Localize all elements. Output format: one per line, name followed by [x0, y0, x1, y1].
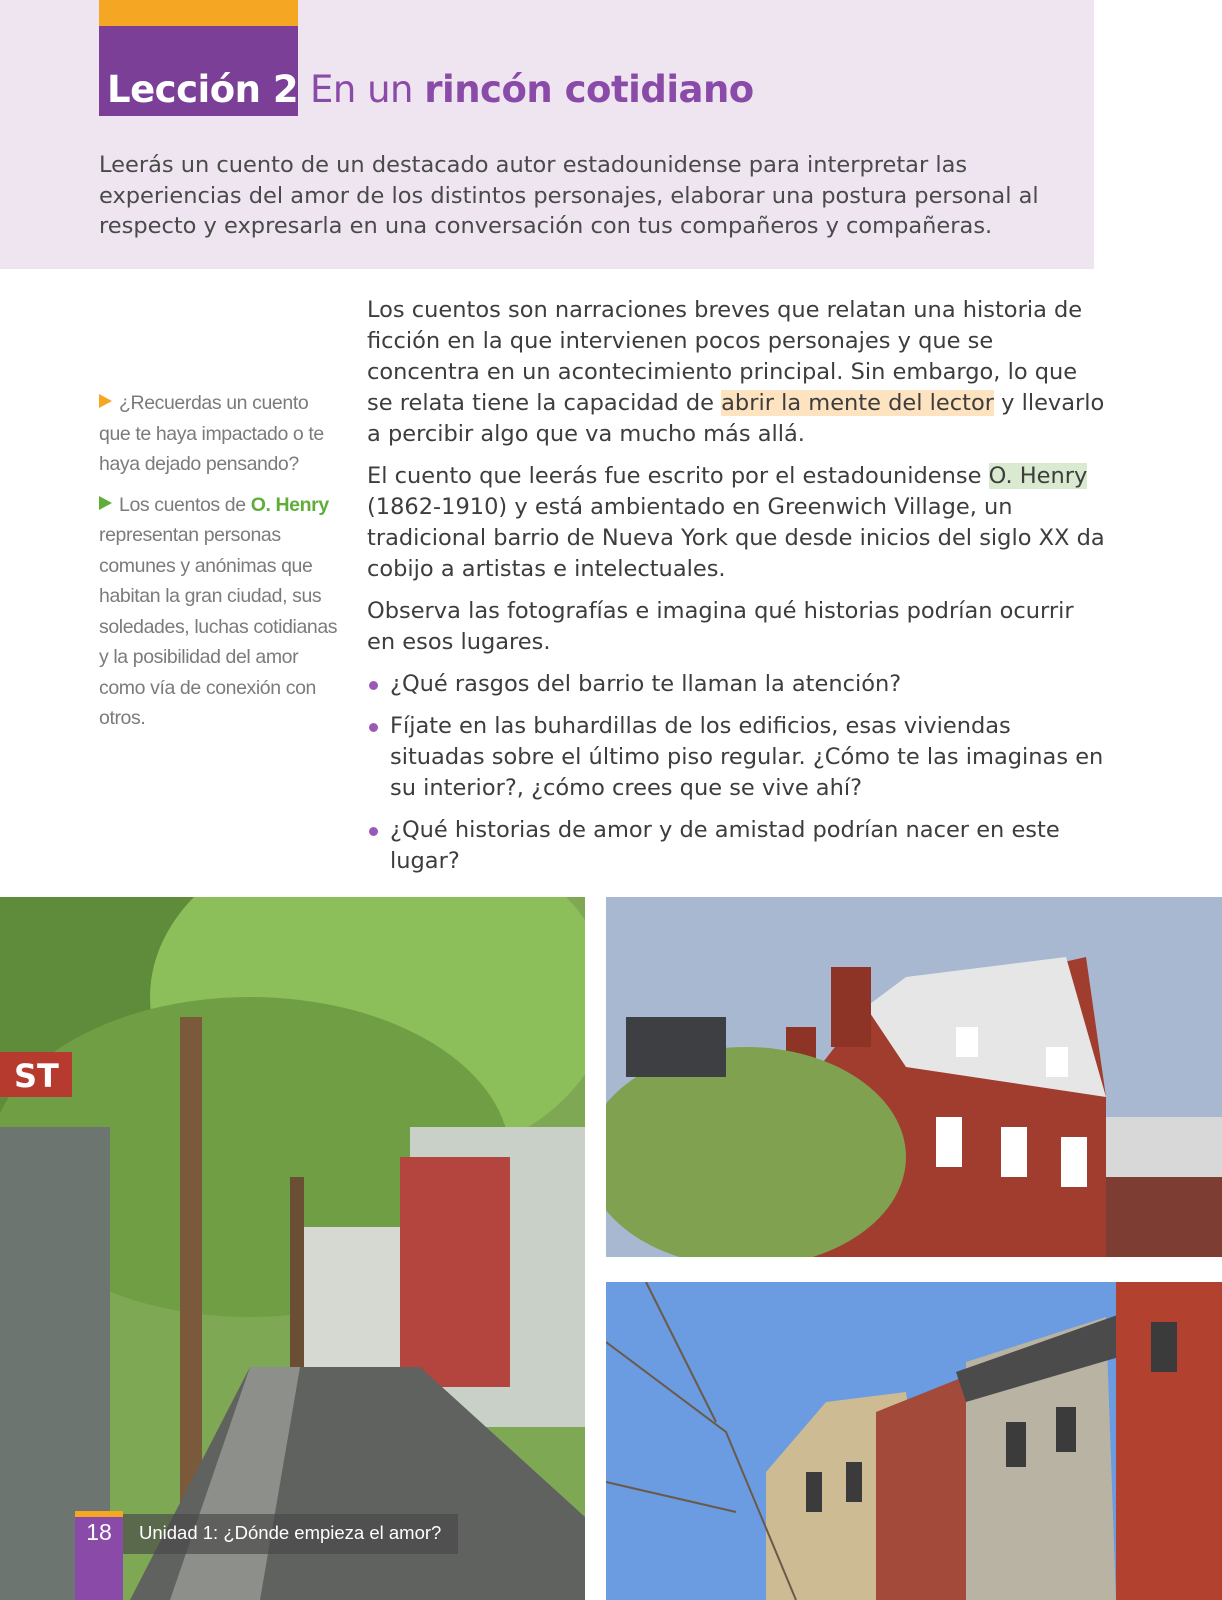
- street-sign-text: ST: [14, 1057, 59, 1095]
- paragraph-1-after: y llevarlo a percibir algo que va mucho más allá.: [367, 390, 1105, 447]
- highlight-o-henry: O. Henry: [988, 463, 1088, 489]
- bullet-dot-icon: [369, 827, 378, 836]
- page-number-accent: [75, 1511, 123, 1517]
- street-photo: [0, 897, 585, 1600]
- question-list: [367, 669, 1107, 877]
- bullet-dot-icon: [369, 723, 378, 732]
- sidebar-question: [99, 388, 339, 480]
- bullet-dot-icon: [369, 681, 378, 690]
- street-photo-art: [0, 897, 585, 1600]
- paragraph-2-after: (1862-1910) y está ambientado en Greenwich Village, un tradicional barrio de Nueva York que desde inicios del siglo XX da cobijo a artistas e intelectuales.: [367, 494, 1105, 582]
- facades-photo: [606, 1282, 1222, 1600]
- lesson-title: [310, 68, 754, 118]
- lesson-title-light: En un: [310, 68, 425, 111]
- list-item: [367, 669, 1107, 700]
- sidebar-note: [99, 490, 339, 734]
- lesson-intro: Leerás un cuento de un destacado autor estadounidense para interpretar las experiencias del amor de los distintos personajes, elaborar una postura personal al respecto y expresarla en una conversación con tus compañeros y compañeras.: [99, 152, 1039, 239]
- paragraph-2: [367, 461, 1107, 585]
- lesson-label: Lección 2: [107, 68, 299, 111]
- sidebar-question-text: ¿Recuerdas un cuento que te haya impactado o te haya dejado pensando?: [99, 392, 324, 475]
- building-attic-photo-art: [606, 897, 1222, 1257]
- sidebar-note-prefix: Los cuentos de: [119, 493, 251, 516]
- paragraph-1-before: Los cuentos son narraciones breves que relatan una historia de ficción en la que intervienen pocos personajes y que se concentra en un acontecimiento principal. Sin embargo, lo que se relata tiene la capacidad de: [367, 297, 1083, 416]
- highlight-mente-del-lector: abrir la mente del lector: [721, 390, 994, 416]
- paragraph-2-before: El cuento que leerás fue escrito por el estadounidense: [367, 463, 989, 489]
- list-item-text: ¿Qué rasgos del barrio te llaman la atención?: [390, 671, 902, 697]
- orange-triangle-icon: [99, 394, 112, 408]
- paragraph-1: [367, 295, 1107, 450]
- unit-label: Unidad 1: ¿Dónde empieza el amor?: [139, 1522, 442, 1543]
- list-item-text: Fíjate en las buhardillas de los edificios, esas viviendas situadas sobre el último piso regular. ¿Cómo te las imaginas en su interior?, ¿cómo crees que se vive ahí?: [390, 713, 1104, 801]
- sidebar-notes: [99, 388, 339, 744]
- page-number: 18: [86, 1519, 112, 1545]
- list-item-text: ¿Qué historias de amor y de amistad podrían nacer en este lugar?: [390, 817, 1060, 874]
- building-attic-photo: [606, 897, 1222, 1257]
- sidebar-note-suffix: representan personas comunes y anónimas que habitan la gran ciudad, sus soledades, luchas cotidianas y la posibilidad del amor como vía de conexión con otros.: [99, 524, 338, 729]
- lesson-title-bold: rincón cotidiano: [424, 68, 754, 111]
- list-item: [367, 711, 1107, 804]
- list-item: [367, 815, 1107, 877]
- author-name-highlight: O. Henry: [250, 493, 329, 516]
- facades-photo-art: [606, 1282, 1222, 1600]
- paragraph-3: Observa las fotografías e imagina qué historias podrían ocurrir en esos lugares.: [367, 598, 1074, 655]
- green-triangle-icon: [99, 496, 112, 510]
- lesson-tab-accent: [99, 0, 298, 26]
- main-text-column: [367, 295, 1107, 888]
